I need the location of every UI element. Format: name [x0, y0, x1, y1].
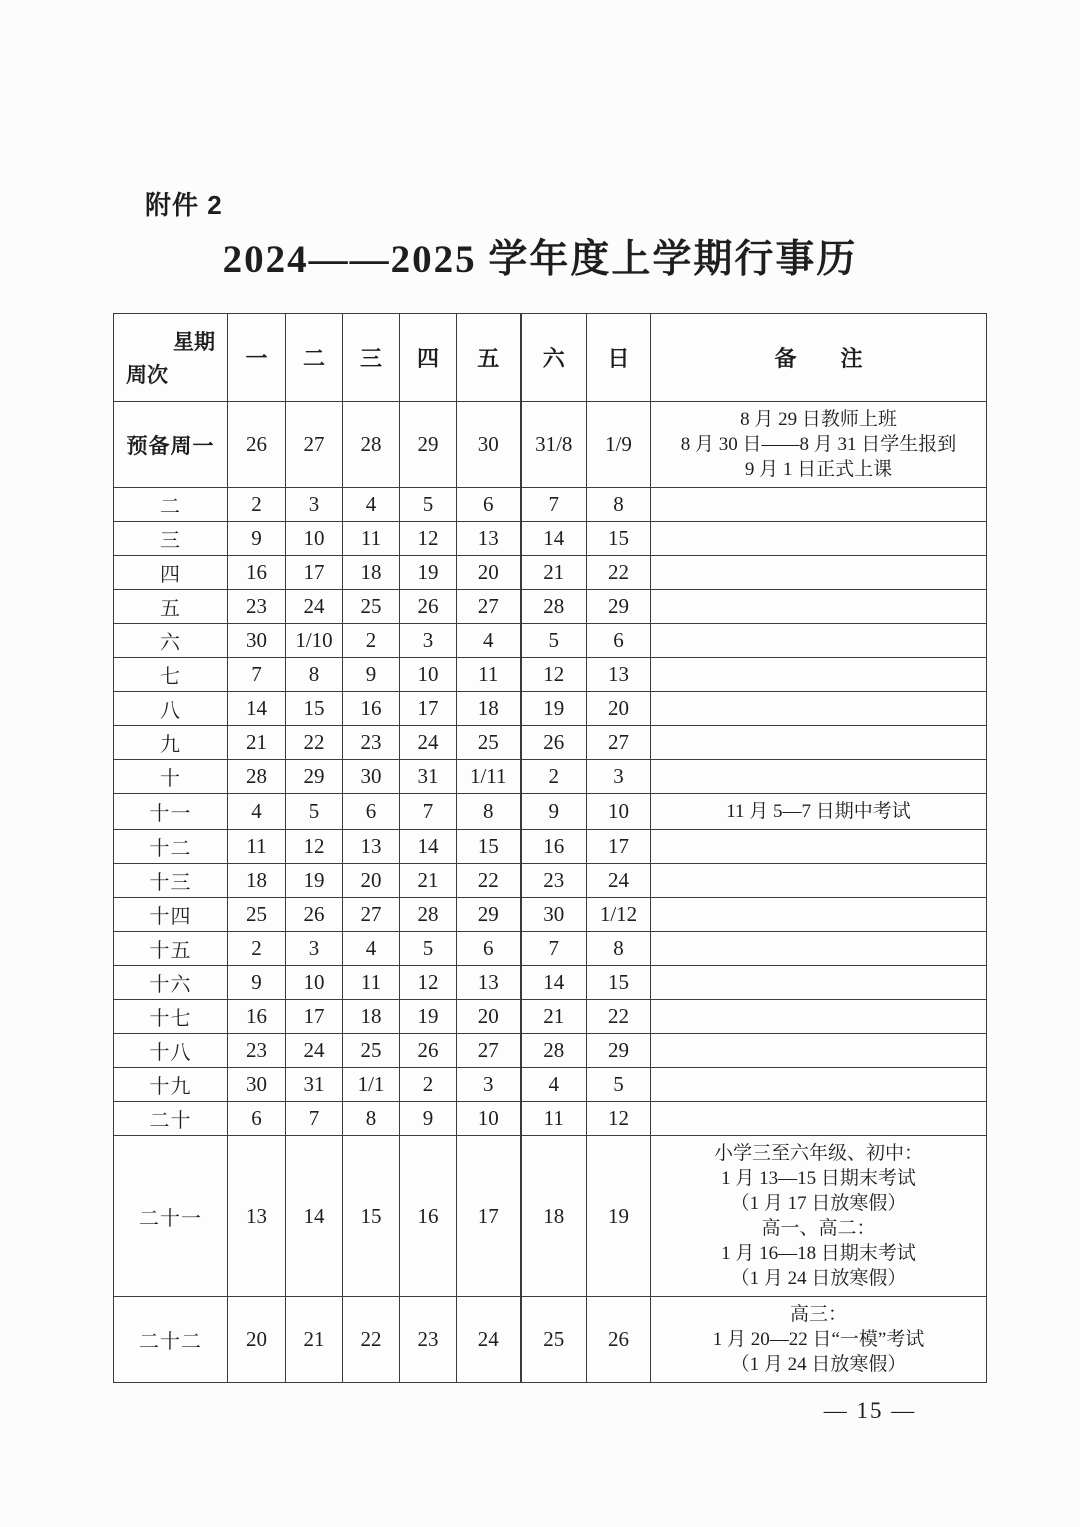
note-cell: [651, 726, 987, 760]
day-cell: 16: [228, 556, 286, 590]
day-cell: 8: [457, 794, 521, 830]
day-cell: 26: [521, 726, 587, 760]
day-cell: 23: [521, 864, 587, 898]
day-cell: 28: [228, 760, 286, 794]
day-header-thu: 四: [400, 314, 457, 402]
day-cell: 5: [286, 794, 343, 830]
note-cell: [651, 692, 987, 726]
page-number: — 15 —: [823, 1398, 917, 1423]
table-row: [114, 864, 987, 898]
day-cell: 15: [457, 830, 521, 864]
day-cell: 1/1: [343, 1068, 400, 1102]
day-cell: 2: [400, 1068, 457, 1102]
day-cell: 9: [228, 522, 286, 556]
day-cell: 2: [521, 760, 587, 794]
day-cell: 13: [457, 522, 521, 556]
note-cell: [651, 488, 987, 522]
day-cell: 23: [400, 1297, 457, 1383]
day-cell: 28: [521, 1034, 587, 1068]
table-row: [114, 1136, 987, 1297]
day-cell: 27: [343, 898, 400, 932]
day-cell: 30: [457, 402, 521, 488]
day-cell: 4: [521, 1068, 587, 1102]
day-cell: 12: [400, 522, 457, 556]
week-label-cell: 预备周一: [114, 402, 228, 488]
day-cell: 17: [286, 1000, 343, 1034]
table-row: [114, 522, 987, 556]
day-cell: 3: [400, 624, 457, 658]
day-cell: 11: [343, 966, 400, 1000]
table-row: [114, 1068, 987, 1102]
table-row: [114, 1102, 987, 1136]
day-cell: 26: [286, 898, 343, 932]
table-row: [114, 488, 987, 522]
note-cell: [651, 864, 987, 898]
table-row: [114, 1000, 987, 1034]
day-cell: 6: [228, 1102, 286, 1136]
day-cell: 30: [343, 760, 400, 794]
day-cell: 15: [343, 1136, 400, 1297]
table-row: [114, 556, 987, 590]
day-cell: 9: [228, 966, 286, 1000]
day-cell: 10: [286, 966, 343, 1000]
day-cell: 1/12: [587, 898, 651, 932]
week-label-cell: 五: [114, 590, 228, 624]
day-cell: 12: [521, 658, 587, 692]
day-cell: 16: [228, 1000, 286, 1034]
day-cell: 9: [343, 658, 400, 692]
day-cell: 13: [457, 966, 521, 1000]
day-cell: 13: [228, 1136, 286, 1297]
day-cell: 26: [587, 1297, 651, 1383]
day-cell: 6: [587, 624, 651, 658]
day-cell: 7: [228, 658, 286, 692]
day-cell: 23: [228, 1034, 286, 1068]
calendar-header-row: [114, 314, 987, 402]
day-cell: 3: [286, 932, 343, 966]
day-cell: 8: [587, 932, 651, 966]
day-cell: 13: [587, 658, 651, 692]
day-cell: 7: [521, 488, 587, 522]
day-cell: 19: [286, 864, 343, 898]
day-cell: 2: [228, 932, 286, 966]
table-row: [114, 830, 987, 864]
day-cell: 11: [521, 1102, 587, 1136]
day-header-mon: 一: [228, 314, 286, 402]
day-cell: 11: [457, 658, 521, 692]
day-cell: 18: [343, 1000, 400, 1034]
note-cell: 小学三至六年级、初中： 1 月 13—15 日期末考试 （1 月 17 日放寒假） 高一、高二： 1 月 16—18 日期末考试 （1 月 24 日放寒假）: [651, 1136, 987, 1297]
day-cell: 3: [457, 1068, 521, 1102]
day-cell: 21: [400, 864, 457, 898]
note-cell: [651, 1034, 987, 1068]
corner-week-label: 星期: [173, 331, 215, 354]
week-label-cell: 二十二: [114, 1297, 228, 1383]
day-cell: 24: [286, 590, 343, 624]
day-cell: 6: [457, 488, 521, 522]
day-cell: 17: [286, 556, 343, 590]
day-cell: 23: [343, 726, 400, 760]
day-cell: 28: [521, 590, 587, 624]
day-header-sat: 六: [521, 314, 587, 402]
table-row: [114, 1297, 987, 1383]
day-cell: 15: [587, 966, 651, 1000]
day-cell: 8: [286, 658, 343, 692]
day-cell: 21: [521, 556, 587, 590]
day-cell: 5: [521, 624, 587, 658]
day-cell: 20: [457, 1000, 521, 1034]
note-cell: [651, 624, 987, 658]
day-cell: 29: [457, 898, 521, 932]
note-cell: [651, 1000, 987, 1034]
note-cell: [651, 658, 987, 692]
week-label-cell: 二十一: [114, 1136, 228, 1297]
day-cell: 23: [228, 590, 286, 624]
day-cell: 26: [228, 402, 286, 488]
calendar-table: [113, 313, 987, 1383]
day-cell: 18: [343, 556, 400, 590]
day-cell: 29: [587, 590, 651, 624]
note-cell: [651, 966, 987, 1000]
day-cell: 31/8: [521, 402, 587, 488]
day-cell: 25: [521, 1297, 587, 1383]
day-cell: 25: [228, 898, 286, 932]
day-cell: 15: [286, 692, 343, 726]
day-cell: 30: [228, 624, 286, 658]
table-row: [114, 590, 987, 624]
attachment-label: 附件 2: [145, 190, 223, 220]
day-cell: 21: [286, 1297, 343, 1383]
note-cell: 11 月 5—7 日期中考试: [651, 794, 987, 830]
day-cell: 16: [521, 830, 587, 864]
day-cell: 26: [400, 1034, 457, 1068]
day-cell: 20: [343, 864, 400, 898]
day-cell: 14: [521, 966, 587, 1000]
day-cell: 8: [343, 1102, 400, 1136]
week-label-cell: 十七: [114, 1000, 228, 1034]
day-cell: 25: [343, 1034, 400, 1068]
table-row: [114, 760, 987, 794]
day-cell: 9: [400, 1102, 457, 1136]
table-row: [114, 624, 987, 658]
day-cell: 1/11: [457, 760, 521, 794]
day-cell: 5: [400, 932, 457, 966]
day-cell: 12: [587, 1102, 651, 1136]
day-cell: 21: [521, 1000, 587, 1034]
day-cell: 3: [286, 488, 343, 522]
day-cell: 2: [228, 488, 286, 522]
day-cell: 5: [400, 488, 457, 522]
day-cell: 10: [400, 658, 457, 692]
day-cell: 26: [400, 590, 457, 624]
day-cell: 11: [228, 830, 286, 864]
page-title: 2024——2025 学年度上学期行事历: [222, 238, 858, 281]
day-cell: 13: [343, 830, 400, 864]
table-row: [114, 932, 987, 966]
day-cell: 10: [286, 522, 343, 556]
day-cell: 5: [587, 1068, 651, 1102]
day-cell: 6: [343, 794, 400, 830]
day-cell: 4: [343, 488, 400, 522]
day-cell: 14: [400, 830, 457, 864]
note-cell: [651, 1102, 987, 1136]
week-label-cell: 九: [114, 726, 228, 760]
week-label-cell: 十三: [114, 864, 228, 898]
day-cell: 18: [457, 692, 521, 726]
note-cell: [651, 590, 987, 624]
week-label-cell: 十五: [114, 932, 228, 966]
day-cell: 10: [587, 794, 651, 830]
day-cell: 31: [286, 1068, 343, 1102]
table-row: [114, 1034, 987, 1068]
day-cell: 1/10: [286, 624, 343, 658]
note-cell: [651, 1068, 987, 1102]
day-cell: 20: [457, 556, 521, 590]
day-cell: 27: [457, 1034, 521, 1068]
day-cell: 14: [228, 692, 286, 726]
day-cell: 20: [228, 1297, 286, 1383]
day-cell: 29: [286, 760, 343, 794]
week-label-cell: 八: [114, 692, 228, 726]
day-cell: 29: [400, 402, 457, 488]
day-cell: 24: [587, 864, 651, 898]
note-cell: [651, 556, 987, 590]
day-cell: 28: [400, 898, 457, 932]
day-cell: 19: [521, 692, 587, 726]
table-row: [114, 898, 987, 932]
week-label-cell: 二十: [114, 1102, 228, 1136]
day-cell: 14: [521, 522, 587, 556]
day-cell: 25: [343, 590, 400, 624]
day-cell: 4: [343, 932, 400, 966]
day-cell: 4: [457, 624, 521, 658]
week-label-cell: 六: [114, 624, 228, 658]
calendar-table-body: [114, 402, 987, 1383]
week-label-cell: 十九: [114, 1068, 228, 1102]
day-cell: 14: [286, 1136, 343, 1297]
note-cell: [651, 932, 987, 966]
note-cell: [651, 760, 987, 794]
week-label-cell: 十一: [114, 794, 228, 830]
day-cell: 24: [457, 1297, 521, 1383]
note-cell: [651, 898, 987, 932]
note-cell: [651, 522, 987, 556]
corner-cell: [114, 314, 228, 402]
week-label-cell: 三: [114, 522, 228, 556]
week-label-cell: 十四: [114, 898, 228, 932]
day-cell: 16: [343, 692, 400, 726]
week-label-cell: 十八: [114, 1034, 228, 1068]
week-label-cell: 十: [114, 760, 228, 794]
day-cell: 22: [587, 1000, 651, 1034]
notes-header-cell: 备 注: [651, 314, 987, 402]
day-cell: 22: [343, 1297, 400, 1383]
day-cell: 18: [228, 864, 286, 898]
day-cell: 7: [400, 794, 457, 830]
day-cell: 4: [228, 794, 286, 830]
day-cell: 6: [457, 932, 521, 966]
day-cell: 28: [343, 402, 400, 488]
day-cell: 17: [457, 1136, 521, 1297]
day-cell: 22: [286, 726, 343, 760]
day-cell: 7: [286, 1102, 343, 1136]
day-cell: 9: [521, 794, 587, 830]
day-cell: 24: [400, 726, 457, 760]
day-header-fri: 五: [457, 314, 521, 402]
day-cell: 17: [400, 692, 457, 726]
day-cell: 27: [457, 590, 521, 624]
day-cell: 19: [400, 556, 457, 590]
week-label-cell: 十六: [114, 966, 228, 1000]
corner-rownum-label: 周次: [126, 364, 168, 387]
day-cell: 19: [400, 1000, 457, 1034]
day-header-sun: 日: [587, 314, 651, 402]
day-cell: 7: [521, 932, 587, 966]
day-header-tue: 二: [286, 314, 343, 402]
day-cell: 17: [587, 830, 651, 864]
day-cell: 21: [228, 726, 286, 760]
day-cell: 12: [286, 830, 343, 864]
day-cell: 25: [457, 726, 521, 760]
table-row: [114, 658, 987, 692]
day-cell: 24: [286, 1034, 343, 1068]
table-row: [114, 402, 987, 488]
note-cell: 高三： 1 月 20—22 日“一模”考试 （1 月 24 日放寒假）: [651, 1297, 987, 1383]
day-cell: 22: [587, 556, 651, 590]
table-row: [114, 966, 987, 1000]
day-header-wed: 三: [343, 314, 400, 402]
day-cell: 27: [286, 402, 343, 488]
table-row: [114, 726, 987, 760]
week-label-cell: 十二: [114, 830, 228, 864]
week-label-cell: 七: [114, 658, 228, 692]
week-label-cell: 二: [114, 488, 228, 522]
table-row: [114, 692, 987, 726]
day-cell: 11: [343, 522, 400, 556]
day-cell: 31: [400, 760, 457, 794]
day-cell: 16: [400, 1136, 457, 1297]
day-cell: 2: [343, 624, 400, 658]
day-cell: 29: [587, 1034, 651, 1068]
day-cell: 3: [587, 760, 651, 794]
day-cell: 18: [521, 1136, 587, 1297]
week-label-cell: 四: [114, 556, 228, 590]
day-cell: 30: [521, 898, 587, 932]
day-cell: 1/9: [587, 402, 651, 488]
day-cell: 15: [587, 522, 651, 556]
table-row: [114, 794, 987, 830]
day-cell: 12: [400, 966, 457, 1000]
day-cell: 19: [587, 1136, 651, 1297]
day-cell: 27: [587, 726, 651, 760]
day-cell: 30: [228, 1068, 286, 1102]
day-cell: 8: [587, 488, 651, 522]
note-cell: 8 月 29 日教师上班 8 月 30 日——8 月 31 日学生报到 9 月 1 日正式上课: [651, 402, 987, 488]
day-cell: 22: [457, 864, 521, 898]
day-cell: 20: [587, 692, 651, 726]
note-cell: [651, 830, 987, 864]
day-cell: 10: [457, 1102, 521, 1136]
